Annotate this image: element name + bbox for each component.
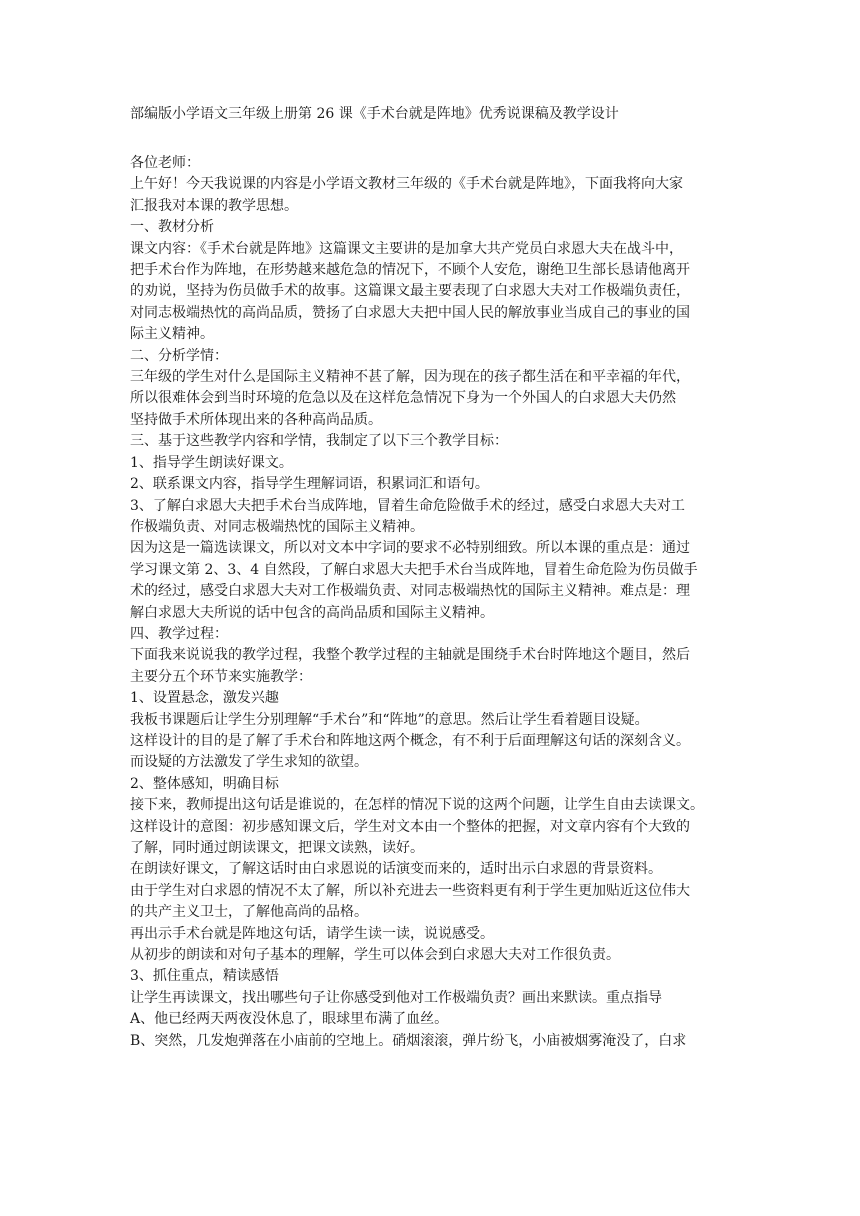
text-line: 术的经过，感受白求恩大夫对工作极端负责、对同志极端热忱的国际主义精神。难点是：理 bbox=[130, 583, 690, 600]
text-line: 了解，同时通过朗读课文，把课文读熟，读好。 bbox=[130, 840, 424, 856]
text-line: 这样设计的意图：初步感知课文后，学生对文本由一个整体的把握，对文章内容有个大致的 bbox=[130, 818, 690, 835]
text-line: 四、教学过程： bbox=[130, 625, 228, 642]
text-line: 下面我来说说我的教学过程，我整个教学过程的主轴就是围绕手术台时阵地这个题目，然后 bbox=[130, 647, 690, 664]
text-line: 汇报我对本课的教学思想。 bbox=[130, 197, 298, 214]
text-line: 接下来，教师提出这句话是谁说的，在怎样的情况下说的这两个问题，让学生自由去读课文。 bbox=[130, 797, 704, 814]
text-line: 3、了解白求恩大夫把手术台当成阵地，冒着生命危险做手术的经过，感受白求恩大夫对工 bbox=[130, 497, 685, 514]
text-line: B、突然，几发炮弹落在小庙前的空地上。硝烟滚滚，弹片纷飞，小庙被烟雾淹没了，白求 bbox=[130, 1032, 687, 1049]
document-page bbox=[130, 103, 732, 1052]
text-line: 1、设置悬念，激发兴趣 bbox=[130, 690, 279, 707]
document-title: 部编版小学语文三年级上册第 26 课《手术台就是阵地》优秀说课稿及教学设计 bbox=[130, 106, 619, 122]
text-line: 由于学生对白求恩的情况不太了解，所以补充进去一些资料更有利于学生更加贴近这位伟大 bbox=[130, 882, 690, 899]
text-line: 这样设计的目的是了解了手术台和阵地这两个概念，有不利于后面理解这句话的深刻含义。 bbox=[130, 732, 690, 749]
text-line: 对同志极端热忱的高尚品质，赞扬了白求恩大夫把中国人民的解放事业当成自己的事业的国 bbox=[130, 304, 690, 321]
text-line: 2、整体感知，明确目标 bbox=[130, 775, 279, 792]
text-line: 我板书课题后让学生分别理解“手术台”和“阵地”的意思。然后让学生看着题目设疑。 bbox=[130, 711, 649, 728]
text-line: 从初步的朗读和对句子基本的理解，学生可以体会到白求恩大夫对工作很负责。 bbox=[130, 947, 620, 964]
text-line: 三年级的学生对什么是国际主义精神不甚了解，因为现在的孩子都生活在和平幸福的年代， bbox=[130, 369, 690, 386]
text-line: 主要分五个环节来实施教学： bbox=[130, 668, 312, 685]
text-line: 作极端负责、对同志极端热忱的国际主义精神。 bbox=[130, 518, 424, 535]
text-line: A、他已经两天两夜没休息了，眼球里布满了血丝。 bbox=[130, 1011, 449, 1028]
text-line: 再出示手术台就是阵地这句话，请学生读一读，说说感受。 bbox=[130, 925, 494, 942]
text-line: 三、基于这些教学内容和学情，我制定了以下三个教学目标： bbox=[130, 433, 508, 450]
text-line: 一、教材分析 bbox=[130, 219, 214, 236]
text-line: 让学生再读课文，找出哪些句子让你感受到他对工作极端负责？画出来默读。重点指导 bbox=[130, 989, 662, 1006]
text-line: 上午好！今天我说课的内容是小学语文教材三年级的《手术台就是阵地》，下面我将向大家 bbox=[130, 176, 683, 193]
text-line: 因为这是一篇选读课文，所以对文本中字词的要求不必特别细致。所以本课的重点是：通过 bbox=[130, 540, 690, 557]
text-line: 在朗读好课文，了解这话时由白求恩说的话演变而来的，适时出示白求恩的背景资料。 bbox=[130, 861, 662, 878]
text-line: 课文内容：《手术台就是阵地》这篇课文主要讲的是加拿大共产党员白求恩大夫在战斗中， bbox=[130, 240, 683, 257]
text-line: 二、分析学情： bbox=[130, 347, 228, 364]
document-body bbox=[130, 153, 732, 1052]
text-line: 3、抓住重点，精读感悟 bbox=[130, 968, 279, 985]
text-line: 把手术台作为阵地，在形势越来越危急的情况下，不顾个人安危，谢绝卫生部长恳请他离开 bbox=[130, 262, 690, 279]
text-line: 的劝说，坚持为伤员做手术的故事。这篇课文最主要表现了白求恩大夫对工作极端负责任， bbox=[130, 283, 690, 300]
text-line: 2、联系课文内容，指导学生理解词语，积累词汇和语句。 bbox=[130, 476, 489, 493]
text-line: 际主义精神。 bbox=[130, 326, 214, 343]
text-line: 各位老师： bbox=[130, 155, 200, 171]
text-line: 解白求恩大夫所说的话中包含的高尚品质和国际主义精神。 bbox=[130, 604, 494, 621]
text-line: 坚持做手术所体现出来的各种高尚品质。 bbox=[130, 411, 382, 428]
text-line: 的共产主义卫士，了解他高尚的品格。 bbox=[130, 904, 368, 921]
text-line: 学习课文第 2、3、4 自然段，了解白求恩大夫把手术台当成阵地，冒着生命危险为伤员做手 bbox=[130, 561, 698, 578]
text-line: 1、指导学生朗读好课文。 bbox=[130, 454, 293, 471]
text-line: 所以很难体会到当时环境的危急以及在这样危急情况下身为一个外国人的白求恩大夫仍然 bbox=[130, 390, 676, 407]
text-line: 而设疑的方法激发了学生求知的欲望。 bbox=[130, 754, 368, 771]
